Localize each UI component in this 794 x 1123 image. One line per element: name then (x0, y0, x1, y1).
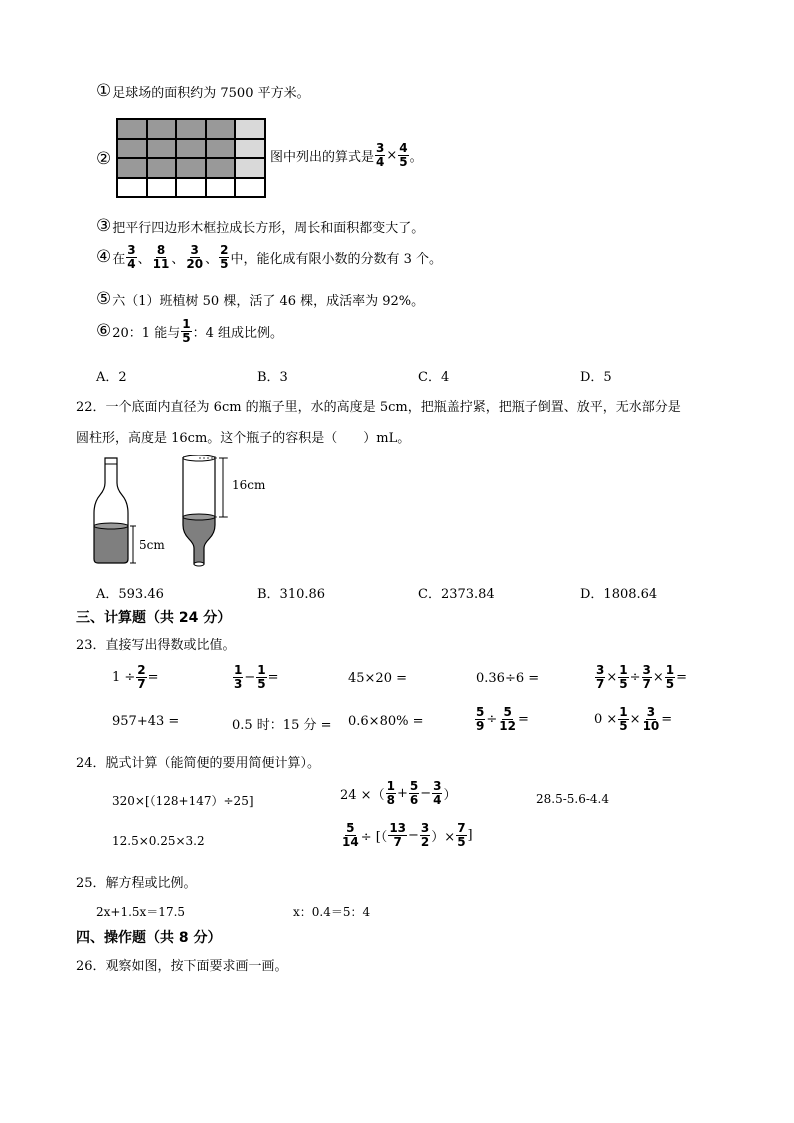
statement-6-suffix: ：4 组成比例。 (192, 325, 283, 341)
fraction: $\frac{3}{10}$ (642, 705, 660, 733)
grid-cell-white (235, 178, 265, 198)
statement-2 (270, 142, 423, 168)
statement-6-prefix: 20：1 能与 (112, 325, 181, 341)
fraction: $\frac{3}{20}$ (186, 243, 204, 271)
grid-cell-white (176, 178, 206, 198)
operator: − (420, 785, 432, 801)
fraction: $\frac{13}{7}$ (389, 821, 407, 849)
expr-text: ）× (431, 829, 456, 845)
fraction: $\frac{1}{5}$ (182, 317, 191, 345)
q21-option-d[interactable]: D．5 (580, 370, 612, 385)
label-5cm: 5cm (139, 538, 165, 552)
fraction: $\frac{3}{4}$ (433, 779, 442, 807)
operator: × (629, 711, 641, 727)
fraction: $\frac{3}{7}$ (596, 663, 605, 691)
grid-cell-dark (206, 119, 236, 139)
q25-title: 25．解方程或比例。 (76, 876, 197, 891)
q24-expr-3: 28.5-5.6-4.4 (536, 792, 609, 806)
operator: × (606, 669, 618, 685)
operator: × (386, 147, 398, 163)
marker-6: ⑥ (96, 320, 112, 341)
fraction: $\frac{1}{5}$ (619, 663, 628, 691)
fraction: $\frac{5}{6}$ (409, 779, 419, 807)
operator: ÷ (486, 711, 498, 727)
grid-cell-dark (176, 158, 206, 178)
fraction: $\frac{1}{8}$ (386, 779, 395, 807)
q22-option-d[interactable]: D．1808.64 (580, 587, 658, 602)
q23-r1c4: 0.36÷6 = (476, 671, 540, 686)
fraction: $\frac{3}{4}$ (127, 243, 136, 271)
fraction: $\frac{1}{5}$ (257, 663, 266, 691)
fraction: $\frac{5}{14}$ (342, 821, 359, 849)
q22-text-line1: 22．一个底面内直径为 6cm 的瓶子里，水的高度是 5cm，把瓶盖拧紧，把瓶子倒置、放平，无水部分是 (76, 400, 681, 415)
q23-r1c2 (232, 664, 279, 690)
statement-4-prefix: 在 (112, 251, 126, 267)
q23-r2c3: 0.6×80% = (348, 714, 424, 729)
grid-cell-light (235, 139, 265, 159)
fraction: $\frac{3}{7}$ (642, 663, 651, 691)
q21-option-b[interactable]: B．3 (257, 370, 288, 385)
statement-2-marker (96, 151, 112, 168)
grid-cell-dark (176, 119, 206, 139)
grid-cell-dark (147, 119, 177, 139)
fraction: $\frac{2}{5}$ (220, 243, 229, 271)
grid-cell-dark (147, 139, 177, 159)
operator: − (408, 827, 419, 843)
statement-4-suffix: 中，能化成有限小数的分数有 3 个。 (230, 251, 442, 267)
punct: 。 (409, 149, 423, 165)
grid-cell-white (147, 178, 177, 198)
q23-title: 23．直接写出得数或比值。 (76, 638, 236, 653)
statement-4 (96, 244, 442, 270)
equals: = (267, 669, 279, 685)
expr-text: 0 × (594, 711, 618, 727)
fraction: $\frac{3}{4}$ (376, 141, 385, 169)
operator: × (652, 669, 664, 685)
fraction: $\frac{1}{5}$ (665, 663, 675, 691)
q24-expr-5 (340, 822, 473, 848)
statement-3 (96, 217, 424, 236)
q21-option-a[interactable]: A．2 (96, 370, 127, 385)
equals: = (661, 711, 673, 727)
grid-cell-white (206, 178, 236, 198)
q24-expr-4: 12.5×0.25×3.2 (112, 834, 205, 848)
marker-4: ④ (96, 246, 112, 267)
grid-cell-dark (206, 139, 236, 159)
q24-title: 24．脱式计算（能简便的要用简便计算）。 (76, 756, 321, 771)
fraction: $\frac{8}{11}$ (152, 243, 170, 271)
q23-r1c3: 45×20 = (348, 671, 408, 686)
bottle-figure (88, 455, 288, 573)
inverted-water (183, 517, 215, 564)
section-3-heading: 三、计算题（共 24 分） (76, 610, 232, 626)
equals: = (676, 669, 688, 685)
separator: 、 (171, 251, 185, 267)
q22-option-c[interactable]: C．2373.84 (418, 587, 495, 602)
grid-cell-dark (117, 119, 147, 139)
q22-option-b[interactable]: B．310.86 (257, 587, 326, 602)
q22-text-line2: 圆柱形，高度是 16cm。这个瓶子的容积是（ ）mL。 (76, 431, 411, 446)
grid-cell-dark (117, 139, 147, 159)
marker-5: ⑤ (96, 289, 112, 309)
q23-r1c5 (594, 664, 687, 690)
fraction: $\frac{5}{12}$ (499, 705, 516, 733)
q25-expr-1: 2x+1.5x＝17.5 (96, 905, 186, 919)
grid-cell-dark (117, 158, 147, 178)
fraction: $\frac{1}{5}$ (619, 705, 628, 733)
fraction: $\frac{4}{5}$ (399, 141, 408, 169)
fraction: $\frac{2}{7}$ (137, 663, 146, 691)
expr-text: ] (467, 827, 473, 843)
operator: − (244, 669, 256, 685)
statement-1-text: 足球场的面积约为 7500 平方米。 (112, 86, 310, 101)
section-4-heading: 四、操作题（共 8 分） (76, 930, 222, 946)
grid-cell-light (235, 119, 265, 139)
operator: + (396, 785, 408, 801)
q24-expr-1: 320×[（128+147）÷25] (112, 794, 254, 808)
fraction: $\frac{1}{3}$ (234, 663, 243, 691)
statement-1 (96, 82, 310, 101)
grid-cell-light (235, 158, 265, 178)
operator: ÷ (629, 669, 641, 685)
marker-3: ③ (96, 216, 112, 236)
q25-expr-2: x：0.4＝5：4 (293, 905, 371, 919)
equals: = (517, 711, 529, 727)
fraction-grid-figure (116, 118, 266, 198)
q23-r2c1: 957+43 = (112, 714, 180, 729)
separator: 、 (205, 251, 219, 267)
q23-r2c2: 0.5 时：15 分 = (232, 718, 332, 733)
statement-6 (96, 318, 283, 344)
grid-cell-white (117, 178, 147, 198)
q23-r2c5 (594, 706, 672, 732)
q23-r2c4 (474, 706, 529, 732)
statement-5 (96, 290, 424, 309)
statement-5-text: 六（1）班植树 50 棵，活了 46 棵，成活率为 92%。 (112, 294, 425, 309)
expr-text: ） (443, 787, 457, 803)
statement-2-prefix: 图中列出的算式是 (270, 149, 375, 165)
q23-r1c1 (112, 664, 159, 690)
expr-text: 1 ÷ (112, 669, 136, 685)
fraction: $\frac{3}{2}$ (420, 821, 430, 849)
separator: 、 (137, 251, 151, 267)
grid-cell-dark (176, 139, 206, 159)
fraction: $\frac{7}{5}$ (457, 821, 466, 849)
bottle-inverted (183, 457, 215, 517)
grid-cell-dark (147, 158, 177, 178)
fraction: $\frac{5}{9}$ (476, 705, 485, 733)
marker-1: ① (96, 81, 112, 101)
marker-2: ② (96, 149, 112, 169)
expr-text: 24 ×（ (340, 787, 385, 803)
expr-text: ÷ [（ (360, 829, 388, 845)
q22-option-a[interactable]: A．593.46 (96, 587, 164, 602)
statement-3-text: 把平行四边形木框拉成长方形，周长和面积都变大了。 (112, 221, 425, 236)
label-16cm: 16cm (232, 478, 266, 492)
bottle-water (94, 526, 128, 563)
equals: = (147, 669, 159, 685)
grid-cell-dark (206, 158, 236, 178)
q24-expr-2 (340, 780, 456, 806)
q26-title: 26．观察如图，按下面要求画一画。 (76, 959, 288, 974)
q21-option-c[interactable]: C．4 (418, 370, 450, 385)
